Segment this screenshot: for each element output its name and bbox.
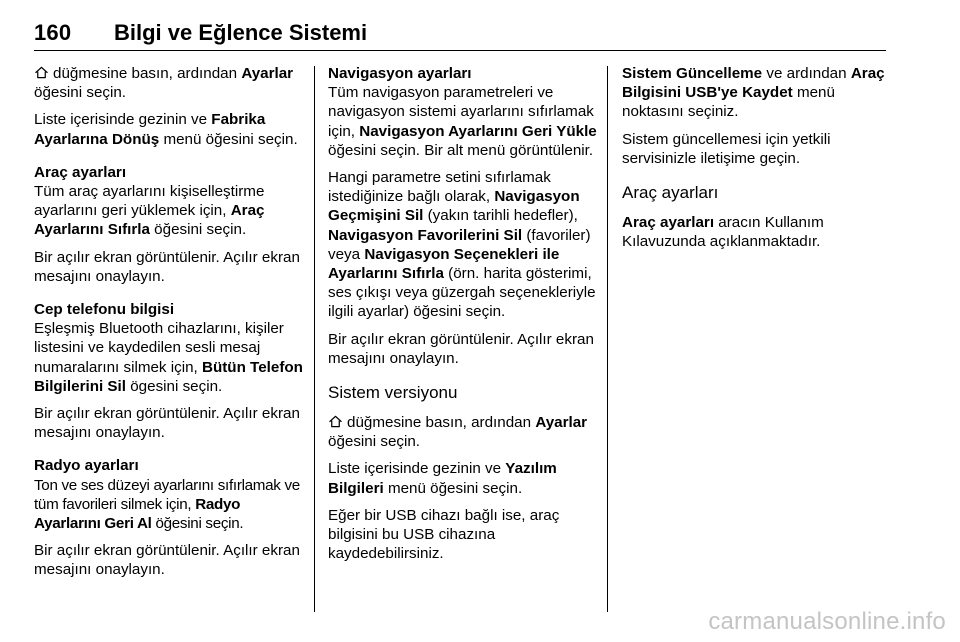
section-sistem-versiyonu	[328, 382, 600, 563]
home-icon	[328, 414, 343, 429]
section-heading: Radyo ayarları	[34, 457, 139, 475]
paragraph: Eğer bir USB cihazı bağlı ise, araç bilgisini bu USB cihazına kaydedebilirsiniz.	[328, 506, 560, 563]
section-navigasyon-ayarlari	[328, 64, 600, 368]
column-2	[328, 64, 600, 571]
paragraph: Eşleşmiş Bluetooth cihazlarını, kişiler listesini ve kaydedilen sesli mesaj numaralarını silmek için, Bütün Telefon Bilgilerini Sil ögesini seçin.	[34, 320, 303, 395]
section-heading-large: Araç ayarları	[622, 183, 719, 203]
column-3	[622, 64, 894, 259]
paragraph: Tüm navigasyon parametreleri ve navigasyon sistemi ayarlarını sıfırlamak için, Navigasyon Ayarlarını Geri Yükle öğesini seçin. Bir alt menü görüntülenir.	[328, 84, 597, 159]
paragraph: Bir açılır ekran görüntülenir. Açılır ekran mesajını onaylayın.	[34, 405, 300, 442]
page-header	[34, 18, 886, 52]
paragraph: Bir açılır ekran görüntülenir. Açılır ekran mesajını onaylayın.	[34, 248, 300, 285]
paragraph: Bir açılır ekran görüntülenir. Açılır ekran mesajını onaylayın.	[34, 542, 300, 579]
paragraph: Hangi parametre setini sıfırlamak istediğinize bağlı olarak, Navigasyon Geçmişini Sil (yakın tarihli hedefler), Navigasyon Favorilerini Sil (favoriler) veya Navigasyon Seçenekleri ile Ayarlarını Sıfırla (örn. harita gösterimi, ses çıkışı veya güzergah seçenekleriyle ilgili ayarlar) öğesini seçin.	[328, 169, 596, 321]
paragraph: Liste içerisinde gezinin ve Yazılım Bilgileri menü öğesini seçin.	[328, 460, 557, 497]
home-icon	[34, 65, 49, 80]
paragraph: Sistem Güncelleme ve ardından Araç Bilgisini USB'ye Kaydet menü noktasını seçiniz.	[622, 65, 885, 121]
paragraph: Araç ayarları aracın Kullanım Kılavuzunda açıklanmaktadır.	[622, 214, 824, 251]
paragraph: Bir açılır ekran görüntülenir. Açılır ekran mesajını onaylayın.	[328, 330, 594, 367]
watermark-text: carmanualsonline.info	[708, 608, 946, 635]
page-title: Bilgi ve Eğlence Sistemi	[114, 20, 368, 45]
section-arac-ayarlari-2	[622, 182, 894, 251]
page-number: 160	[34, 20, 72, 45]
paragraph: düğmesine basın, ardından Ayarlar öğesini seçin.	[34, 65, 294, 102]
paragraph: Ton ve ses düzeyi ayarlarını sıfırlamak ve tüm favorileri silmek için, Radyo Ayarlarını Geri Al öğesini seçin.	[34, 476, 300, 533]
paragraph: Liste içerisinde gezinin ve Fabrika Ayarlarına Dönüş menü öğesini seçin.	[34, 111, 298, 148]
column-divider-2	[607, 66, 608, 612]
section-arac-ayarlari	[34, 163, 306, 286]
section-heading: Araç ayarları	[34, 163, 127, 181]
paragraph: Sistem güncellemesi için yetkili servisinizle iletişime geçin.	[622, 130, 831, 167]
header-rule	[34, 50, 886, 51]
paragraph: Tüm araç ayarlarını kişiselleştirme ayarlarını geri yüklemek için, Araç Ayarlarını Sıfırla öğesini seçin.	[34, 183, 265, 239]
section-heading-large: Sistem versiyonu	[328, 383, 458, 403]
column-1	[34, 64, 306, 588]
section-heading: Cep telefonu bilgisi	[34, 301, 175, 319]
column-divider-1	[314, 66, 315, 612]
section-cep-telefonu	[34, 300, 306, 442]
section-heading: Navigasyon ayarları	[328, 65, 472, 82]
paragraph: düğmesine basın, ardından Ayarlar öğesini seçin.	[328, 414, 588, 451]
section-radyo-ayarlari	[34, 456, 306, 579]
